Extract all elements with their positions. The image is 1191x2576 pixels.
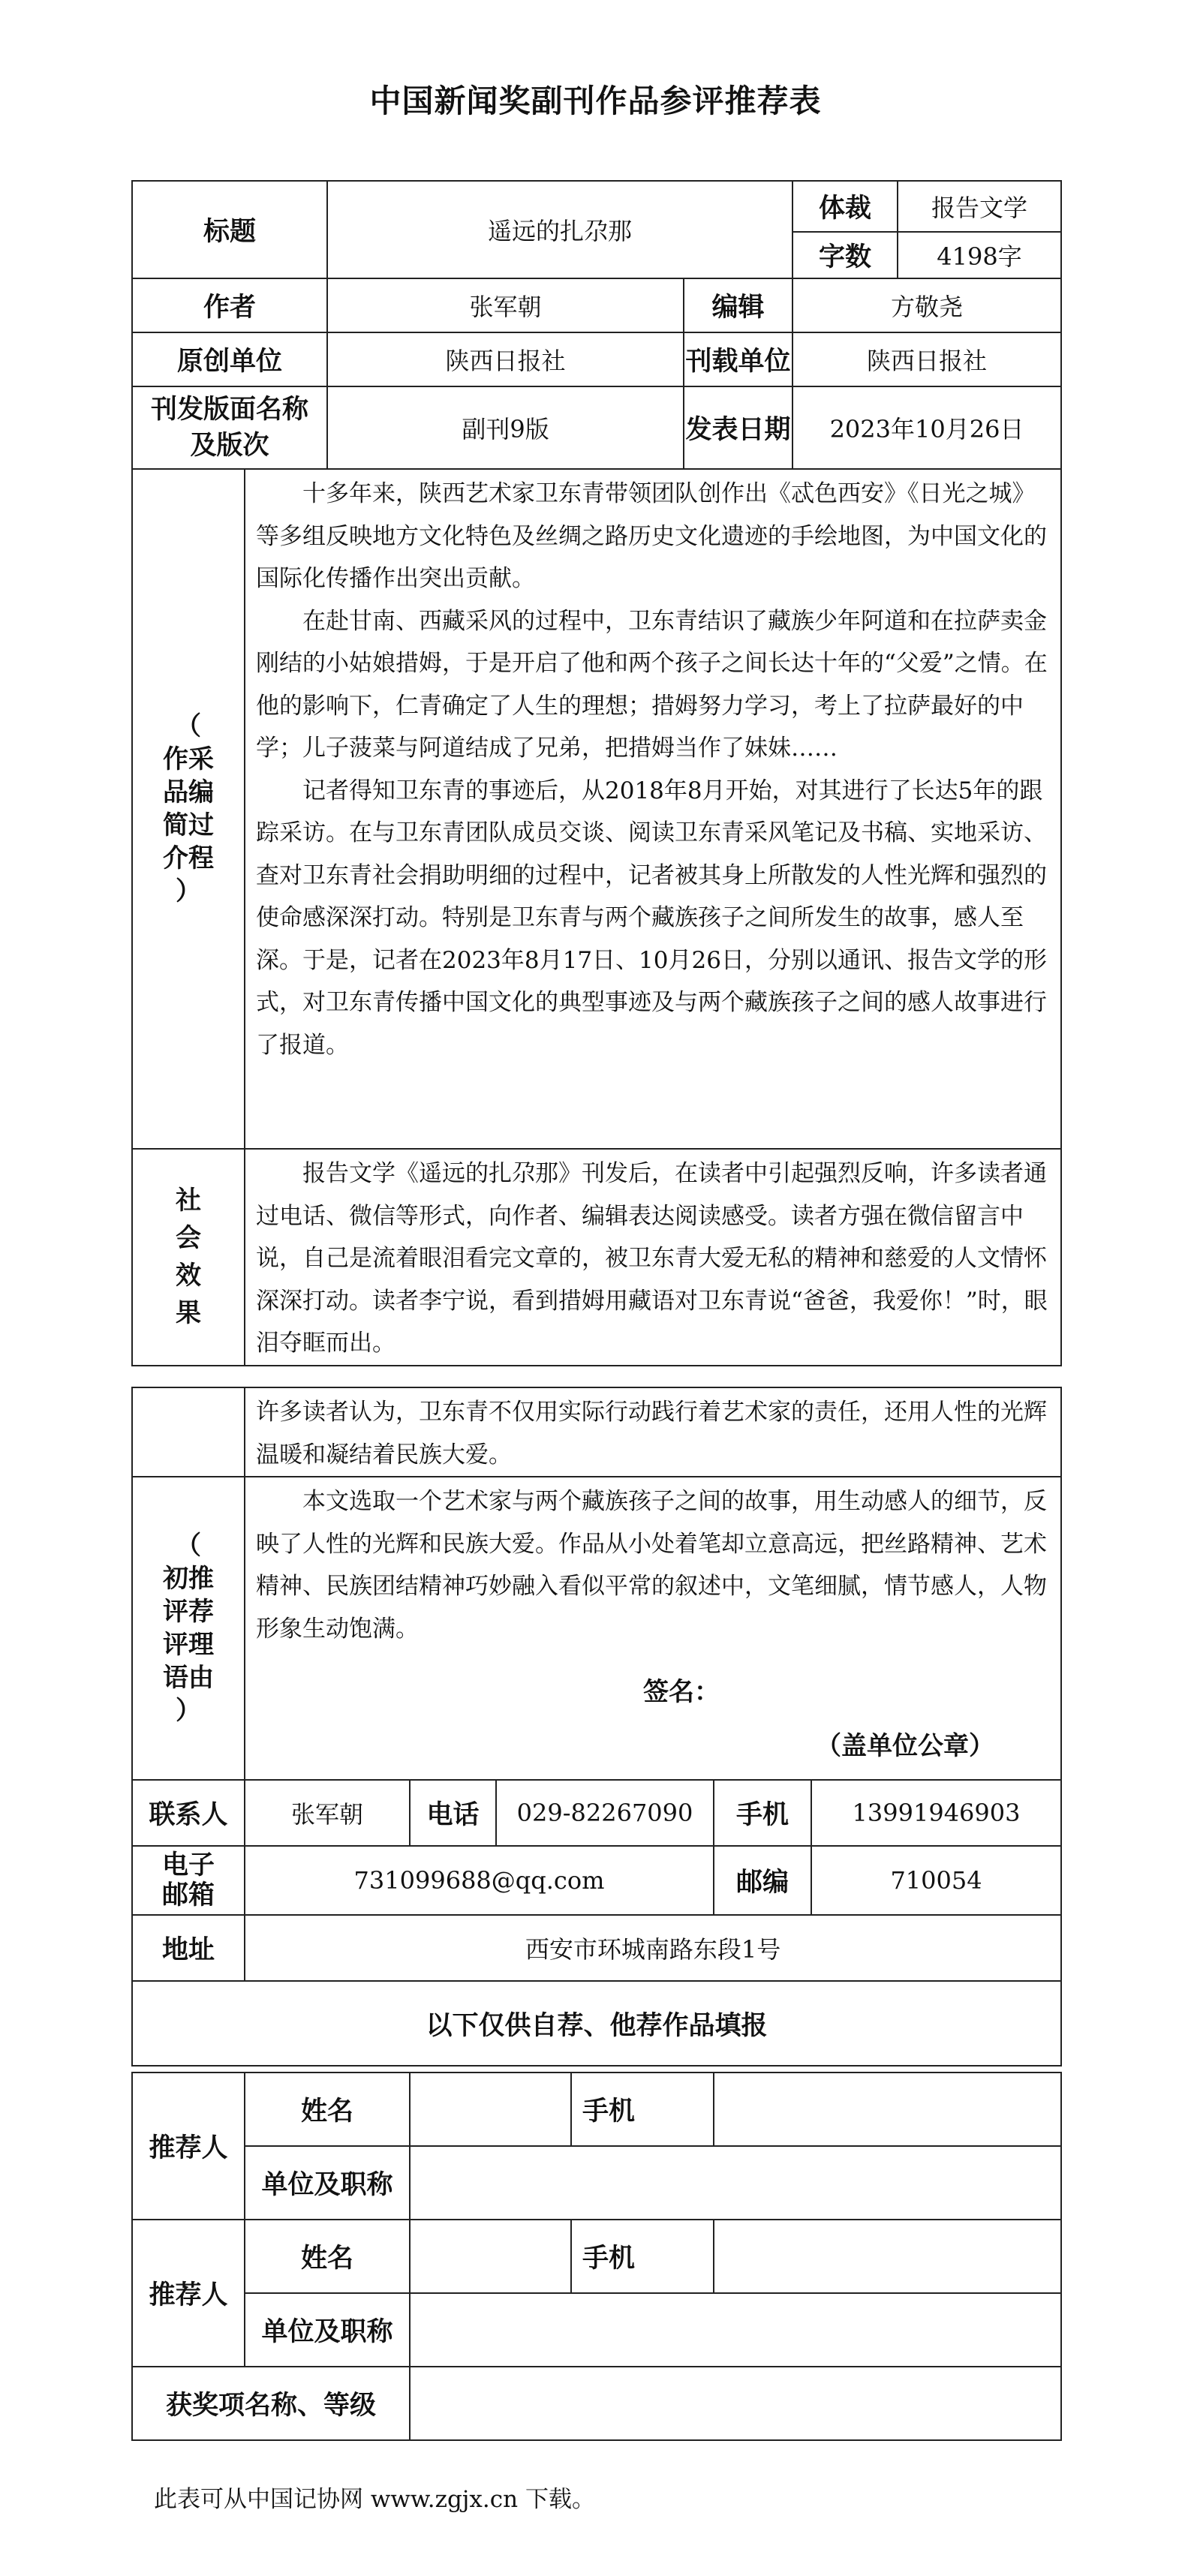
effect-label-continued — [132, 1387, 245, 1477]
recommender-1-label: 推荐人 — [132, 2073, 245, 2220]
signature-label: 签名： — [643, 1677, 720, 1707]
wordcount-value: 4198字 — [898, 232, 1061, 278]
review-label-line: 评荐 — [163, 1597, 214, 1627]
review-label — [132, 1477, 245, 1780]
effect-content — [245, 1149, 1061, 1366]
intro-label-line: 介程 — [163, 843, 214, 873]
contact-value: 张军朝 — [245, 1780, 410, 1846]
phone-label: 电话 — [410, 1780, 496, 1846]
origin-value: 陕西日报社 — [327, 332, 684, 386]
author-label: 作者 — [132, 278, 327, 332]
publisher-value: 陕西日报社 — [792, 332, 1061, 386]
effect-continued-content — [245, 1387, 1061, 1477]
email-value: 731099688@qq.com — [245, 1846, 714, 1915]
recommender-1-unit-label: 单位及职称 — [245, 2146, 410, 2220]
award-label: 获奖项名称、等级 — [132, 2367, 410, 2440]
recommender-1-mobile-label: 手机 — [571, 2073, 714, 2146]
recommender-2-name-field[interactable] — [410, 2220, 571, 2293]
zip-label: 邮编 — [714, 1846, 811, 1915]
address-value: 西安市环城南路东段1号 — [245, 1915, 1061, 1981]
mobile-label: 手机 — [714, 1780, 811, 1846]
review-paragraph: 本文选取一个艺术家与两个藏族孩子之间的故事，用生动感人的细节，反映了人性的光辉和民族大爱。作品从小处着笔却立意高远，把丝路精神、艺术精神、民族团结精神巧妙融入看似平常的叙述中，文笔细腻，情节感人，人物形象生动饱满。 — [256, 1488, 1047, 1643]
review-label-line: （ — [176, 1531, 201, 1561]
email-label-line-2: 邮箱 — [161, 1880, 215, 1910]
form-table-lower — [131, 1387, 1062, 2067]
review-content — [245, 1477, 1061, 1780]
recommender-2-unit-field[interactable] — [410, 2293, 1061, 2367]
section-value: 副刊9版 — [327, 386, 684, 469]
form-table-upper — [131, 180, 1062, 1366]
intro-label-line: ） — [176, 876, 201, 906]
recommender-1-mobile-field[interactable] — [714, 2073, 1061, 2146]
intro-label-line: （ — [176, 711, 201, 741]
phone-value: 029-82267090 — [496, 1780, 714, 1846]
recommender-2-unit-label: 单位及职称 — [245, 2293, 410, 2367]
review-label-line: 初推 — [163, 1564, 214, 1594]
contact-label: 联系人 — [132, 1780, 245, 1846]
date-value: 2023年10月26日 — [792, 386, 1061, 469]
section-label — [132, 386, 327, 469]
intro-content — [245, 469, 1061, 1149]
publisher-label: 刊载单位 — [684, 332, 792, 386]
intro-paragraph: 在赴甘南、西藏采风的过程中，卫东青结识了藏族少年阿道和在拉萨卖金刚结的小姑娘措姆，于是开启了他和两个孩子之间长达十年的“父爱”之情。在他的影响下，仁青确定了人生的理想；措姆努力学习，考上了拉萨最好的中学；儿子菠菜与阿道结成了兄弟，把措姆当作了妹妹…… — [256, 607, 1048, 762]
effect-label-line: 果 — [176, 1298, 201, 1329]
effect-label-line: 效 — [176, 1261, 201, 1291]
date-label: 发表日期 — [684, 386, 792, 469]
intro-paragraph: 记者得知卫东青的事迹后，从2018年8月开始，对其进行了长达5年的跟踪采访。在与卫东青团队成员交谈、阅读卫东青采风笔记及书稿、实地采访、查对卫东青社会捐助明细的过程中，记者被其身上所散发的人性光辉和强烈的使命感深深打动。特别是卫东青与两个藏族孩子之间所发生的故事，感人至深。于是，记者在2023年8月17日、10月26日，分别以通讯、报告文学的形式，对卫东青传播中国文化的典型事迹及与两个藏族孩子之间的感人故事进行了报道。 — [256, 777, 1047, 1059]
author-value: 张军朝 — [327, 278, 684, 332]
self-recommend-header: 以下仅供自荐、他荐作品填报 — [132, 1981, 1061, 2066]
intro-label-line: 简过 — [163, 810, 214, 840]
recommender-1-name-label: 姓名 — [245, 2073, 410, 2146]
recommender-2-name-label: 姓名 — [245, 2220, 410, 2293]
mobile-value: 13991946903 — [811, 1780, 1061, 1846]
effect-label-line: 社 — [176, 1186, 201, 1216]
effect-label-line: 会 — [176, 1223, 201, 1254]
genre-label: 体裁 — [792, 181, 898, 232]
intro-paragraph: 十多年来，陕西艺术家卫东青带领团队创作出《忒色西安》《日光之城》等多组反映地方文化特色及丝绸之路历史文化遗迹的手绘地图，为中国文化的国际化传播作出突出贡献。 — [256, 480, 1047, 592]
email-label-line-1: 电子 — [161, 1850, 215, 1880]
recommender-1-unit-field[interactable] — [410, 2146, 1061, 2220]
effect-label — [132, 1149, 245, 1366]
intro-label — [132, 469, 245, 1149]
wordcount-label: 字数 — [792, 232, 898, 278]
intro-label-line: 品编 — [163, 777, 214, 807]
seal-label: （盖单位公章） — [816, 1731, 994, 1761]
email-label — [132, 1846, 245, 1915]
recommender-2-mobile-field[interactable] — [714, 2220, 1061, 2293]
intro-label-line: 作采 — [163, 744, 214, 774]
editor-value: 方敬尧 — [792, 278, 1061, 332]
recommender-1-name-field[interactable] — [410, 2073, 571, 2146]
award-field[interactable] — [410, 2367, 1061, 2440]
review-label-line: 语由 — [163, 1663, 214, 1693]
title-value: 遥远的扎尕那 — [327, 181, 792, 278]
zip-value: 710054 — [811, 1846, 1061, 1915]
review-label-line: ） — [176, 1696, 201, 1726]
download-note: 此表可从中国记协网 www.zgjx.cn 下载。 — [154, 2486, 595, 2513]
recommender-2-mobile-label: 手机 — [571, 2220, 714, 2293]
address-label: 地址 — [132, 1915, 245, 1981]
section-label-line-2: 及版次 — [190, 430, 269, 461]
origin-label: 原创单位 — [132, 332, 327, 386]
editor-label: 编辑 — [684, 278, 792, 332]
effect-paragraph: 报告文学《遥远的扎尕那》刊发后，在读者中引起强烈反响，许多读者通过电话、微信等形式，向作者、编辑表达阅读感受。读者方强在微信留言中说，自己是流着眼泪看完文章的，被卫东青大爱无私的精神和慈爱的人文情怀深深打动。读者李宁说，看到措姆用藏语对卫东青说“爸爸，我爱你！”时，眼泪夺眶而出。 — [256, 1160, 1048, 1357]
section-label-line-1: 刊发版面名称 — [151, 394, 309, 425]
recommender-2-label: 推荐人 — [132, 2220, 245, 2367]
effect-continued-paragraph: 许多读者认为，卫东青不仅用实际行动践行着艺术家的责任，还用人性的光辉温暖和凝结着民族大爱。 — [256, 1399, 1047, 1468]
title-label: 标题 — [132, 181, 327, 278]
recommender-table — [131, 2072, 1062, 2441]
genre-value: 报告文学 — [898, 181, 1061, 232]
document-title: 中国新闻奖副刊作品参评推荐表 — [369, 83, 822, 119]
review-label-line: 评理 — [163, 1630, 214, 1660]
